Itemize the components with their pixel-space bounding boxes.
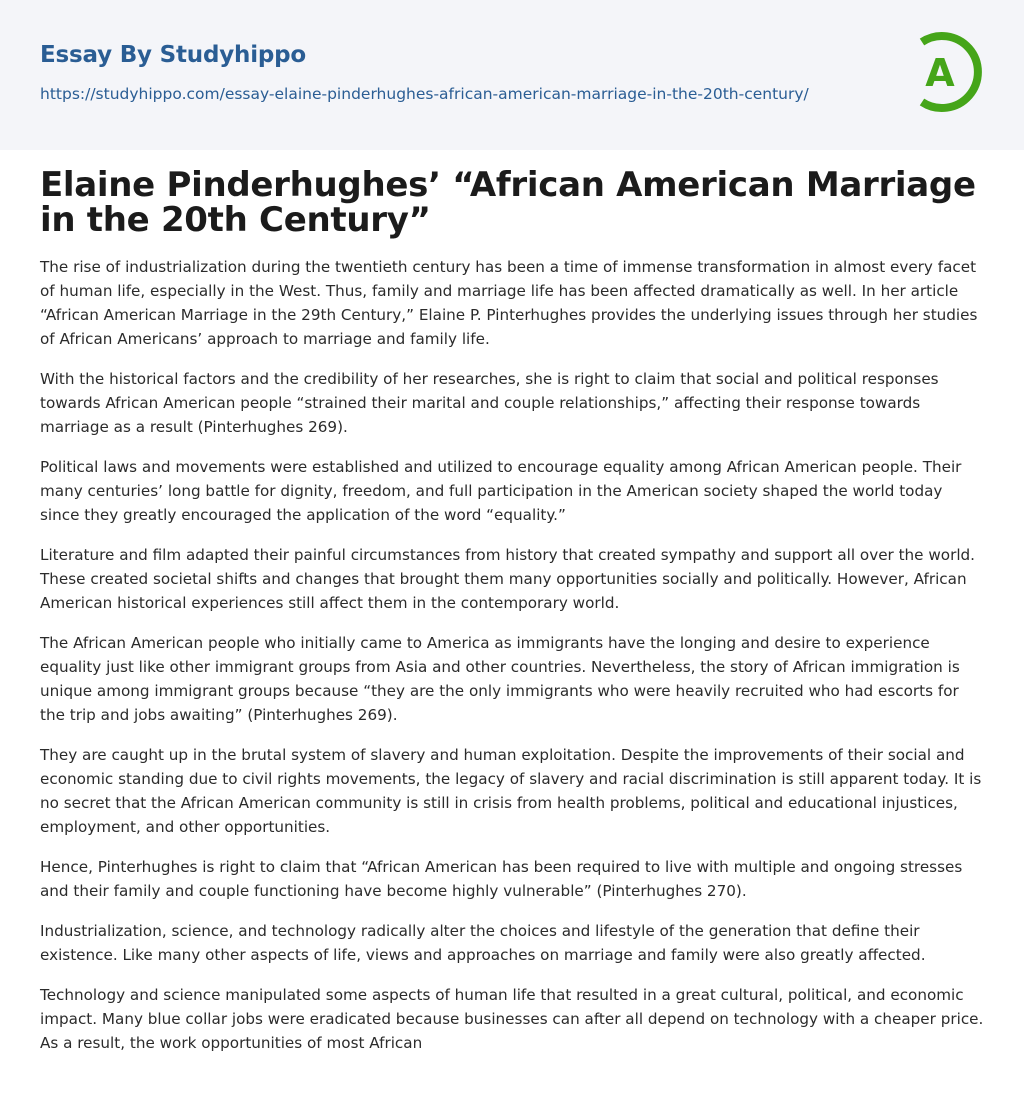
essay-source-link[interactable]: https://studyhippo.com/essay-elaine-pinderhughes-african-american-marriage-in-the-20th-century/ (40, 85, 809, 103)
essay-paragraph: Hence, Pinterhughes is right to claim that “African American has been required to live with multiple and ongoing stresses and their family and couple functioning have become highly vulnerable” (Pinterhughes 270). (40, 858, 963, 900)
essay-paragraph: Literature and film adapted their painful circumstances from history that created sympathy and support all over the world. These created societal shifts and changes that brought them many opportunities socially and politically. However, African American historical experiences still affect them in the contemporary world. (40, 546, 976, 612)
essay-paragraph: Political laws and movements were established and utilized to encourage equality among African American people. Their many centuries’ long battle for dignity, freedom, and full participation in the American society shaped the world today since they greatly encouraged the application of the word “equality.” (40, 458, 962, 524)
logo-letter: A (925, 51, 955, 95)
studyhippo-logo-icon[interactable] (912, 29, 986, 115)
essay-paragraph: Industrialization, science, and technology radically alter the choices and lifestyle of the generation that define their existence. Like many other aspects of life, views and approaches on marriage and family were also greatly affected. (40, 922, 926, 964)
essay-paragraph: They are caught up in the brutal system of slavery and human exploitation. Despite the improvements of their social and economic standing due to civil rights movements, the legacy of slavery and racial discrimination is still apparent today. It is no secret that the African American community is still in crisis from health problems, political and educational injustices, employment, and other opportunities. (40, 746, 982, 836)
essay-title: Elaine Pinderhughes’ “African American Marriage in the 20th Century” (40, 165, 976, 240)
essay-paragraph: The African American people who initially came to America as immigrants have the longing and desire to experience equality just like other immigrant groups from Asia and other countries. Nevertheless, the story of African immigration is unique among immigrant groups because “they are the only immigrants who were heavily recruited who had escorts for the trip and jobs awaiting” (Pinterhughes 269). (40, 634, 960, 724)
brand-name[interactable]: Essay By Studyhippo (40, 42, 307, 68)
essay-paragraph: The rise of industrialization during the twentieth century has been a time of immense transformation in almost every facet of human life, especially in the West. Thus, family and marriage life has been affected dramatically as well. In her article “African American Marriage in the 29th Century,” Elaine P. Pinterhughes provides the underlying issues through her studies of African Americans’ approach to marriage and family life. (40, 258, 978, 348)
site-header (0, 0, 1024, 150)
essay-paragraph: Technology and science manipulated some aspects of human life that resulted in a great cultural, political, and economic impact. Many blue collar jobs were eradicated because businesses can after all depend on technology with a cheaper price. As a result, the work opportunities of most African (40, 986, 984, 1052)
essay-content (0, 150, 1024, 1055)
essay-paragraph: With the historical factors and the credibility of her researches, she is right to claim that social and political responses towards African American people “strained their marital and couple relationships,” affecting their response towards marriage as a result (Pinterhughes 269). (40, 370, 939, 436)
